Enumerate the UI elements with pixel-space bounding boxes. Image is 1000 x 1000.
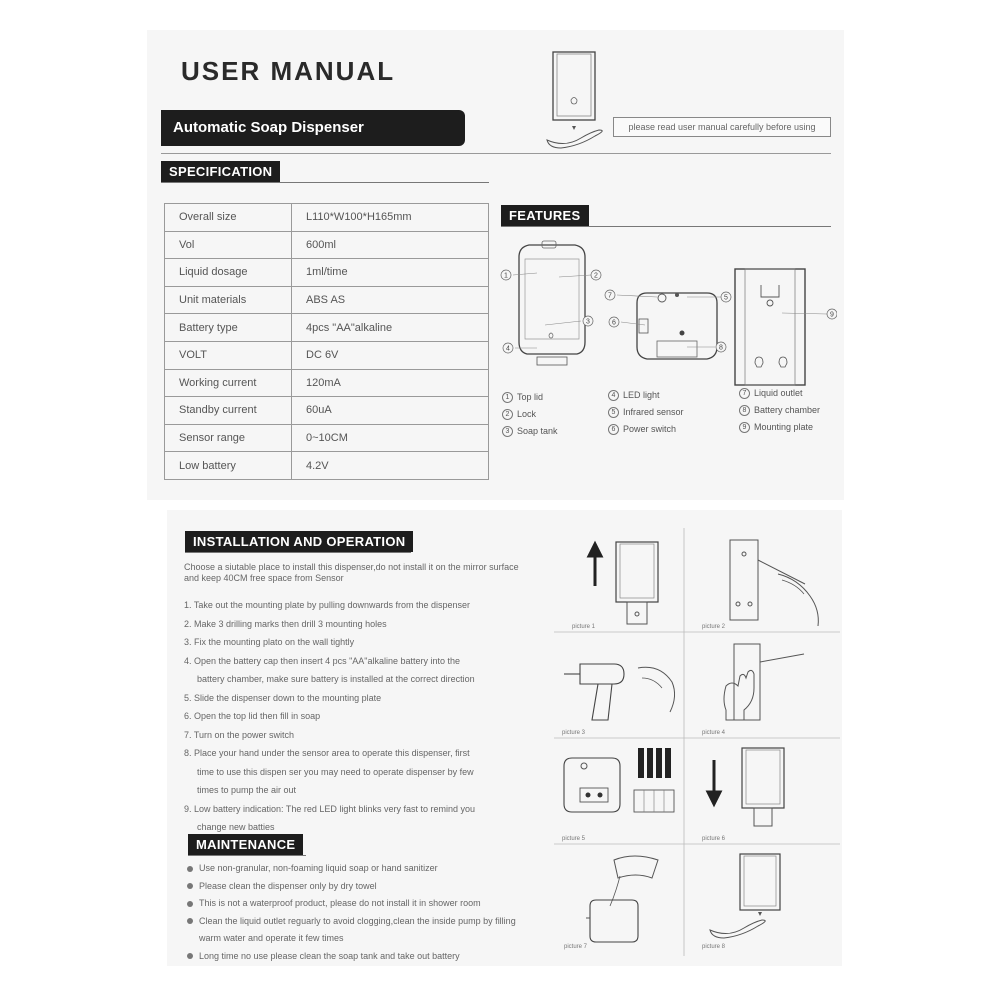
spec-value: DC 6V — [292, 341, 489, 369]
mounting-plate-view — [735, 269, 805, 385]
list-item: 6 Power switch — [608, 421, 684, 438]
installation-heading: INSTALLATION AND OPERATION — [185, 531, 413, 552]
table-row — [165, 369, 489, 397]
spec-label: VOLT — [165, 341, 292, 369]
list-item: 9. Low battery indication: The red LED light blinks very fast to remind you — [184, 803, 475, 814]
features-legend-col-1 — [502, 389, 558, 440]
spec-value: 4pcs "AA"alkaline — [292, 314, 489, 342]
features-heading: FEATURES — [501, 205, 589, 226]
spec-value: 1ml/time — [292, 259, 489, 287]
insert-battery-illustration — [560, 744, 685, 840]
manual-title: USER MANUAL — [181, 56, 396, 86]
list-item: 7. Turn on the power switch — [184, 729, 295, 740]
dispenser-front-view — [519, 241, 585, 365]
dispenser-bottom-view — [637, 293, 717, 359]
list-item: 6. Open the top lid then fill in soap — [184, 711, 321, 721]
list-item: 4. Open the battery cap then insert 4 pcs "AA"alkaline battery into the — [184, 655, 461, 666]
table-row — [165, 231, 489, 259]
drill-holes-illustration — [558, 638, 683, 734]
spec-label: Working current — [165, 369, 292, 397]
list-item-continuation: battery chamber, make sure battery is installed at the correct direction — [197, 674, 475, 684]
picture-caption: picture 8 — [702, 944, 726, 950]
table-row — [165, 204, 489, 232]
installation-steps — [184, 562, 524, 837]
specification-table — [164, 203, 489, 480]
list-item: 4 LED light — [608, 387, 684, 404]
divider — [161, 153, 831, 154]
divider — [161, 182, 489, 183]
table-row — [165, 424, 489, 452]
callout-number: 3 — [586, 318, 590, 326]
list-item-continuation: warm water and operate it few times — [199, 933, 344, 943]
remove-plate-illustration — [570, 534, 680, 630]
maintenance-list — [187, 860, 527, 965]
list-item: Clean the liquid outlet reguarly to avoid clogging,clean the inside pump by filling — [187, 913, 527, 931]
callout-number: 6 — [612, 319, 616, 327]
picture-caption: picture 4 — [702, 730, 726, 736]
divider — [188, 855, 306, 856]
picture-caption: picture 5 — [562, 836, 586, 842]
list-item-continuation: time to use this dispen ser you may need to operate dispenser by few — [197, 766, 474, 777]
table-row — [165, 452, 489, 480]
spec-sheet — [147, 30, 844, 500]
features-legend-col-3 — [739, 385, 820, 436]
divider — [185, 552, 411, 553]
divider — [501, 226, 831, 227]
use-dispenser-illustration — [700, 850, 830, 946]
list-item-continuation: change new batties — [197, 822, 275, 832]
spec-value: 120mA — [292, 369, 489, 397]
list-item: 1 Top lid — [502, 389, 558, 406]
installation-intro: Choose a siutable place to install this dispenser,do not install it on the mirror surface and keep 40CM free space from Sensor — [184, 562, 519, 583]
list-item: 3 Soap tank — [502, 423, 558, 440]
table-row — [165, 341, 489, 369]
list-item: 2 Lock — [502, 406, 558, 423]
table-row — [165, 397, 489, 425]
spec-label: Standby current — [165, 397, 292, 425]
read-manual-notice: please read user manual carefully before using — [613, 117, 831, 137]
callout-number: 8 — [719, 344, 723, 352]
dispenser-hand-illustration — [545, 48, 611, 154]
maintenance-heading: MAINTENANCE — [188, 834, 303, 855]
mark-wall-illustration — [700, 534, 830, 630]
list-item: 1. Take out the mounting plate by pulling downwards from the dispenser — [184, 600, 471, 610]
table-row — [165, 314, 489, 342]
spec-label: Sensor range — [165, 424, 292, 452]
table-row — [165, 286, 489, 314]
spec-value: 60uA — [292, 397, 489, 425]
product-name-banner: Automatic Soap Dispenser — [161, 110, 465, 146]
installation-sheet — [167, 510, 842, 966]
list-item: 8 Battery chamber — [739, 402, 820, 419]
features-legend-col-2 — [608, 387, 684, 438]
fill-soap-illustration — [562, 850, 682, 946]
list-item-continuation: times to pump the air out — [197, 785, 297, 795]
picture-caption: picture 3 — [562, 730, 586, 736]
picture-caption: picture 1 — [572, 624, 596, 630]
spec-label: Overall size — [165, 204, 292, 232]
spec-label: Unit materials — [165, 286, 292, 314]
callout-number: 2 — [594, 272, 598, 280]
picture-caption: picture 7 — [564, 944, 588, 950]
list-item: 2. Make 3 drilling marks then drill 3 mounting holes — [184, 618, 387, 629]
list-item: This is not a waterproof product, please do not install it in shower room — [187, 895, 527, 913]
picture-caption: picture 6 — [702, 836, 726, 842]
spec-value: 4.2V — [292, 452, 489, 480]
specification-heading: SPECIFICATION — [161, 161, 280, 182]
spec-label: Battery type — [165, 314, 292, 342]
list-item: 7 Liquid outlet — [739, 385, 820, 402]
table-row — [165, 259, 489, 287]
spec-value: ABS AS — [292, 286, 489, 314]
features-diagram — [497, 235, 837, 390]
list-item: Use non-granular, non-foaming liquid soap or hand sanitizer — [187, 860, 527, 878]
list-item: 5. Slide the dispenser down to the mounting plate — [184, 692, 382, 703]
callout-number: 4 — [506, 345, 510, 353]
installation-pictures — [550, 520, 842, 960]
list-item: Please clean the dispenser only by dry towel — [187, 878, 527, 896]
list-item: 8. Place your hand under the sensor area to operate this dispenser, first — [184, 748, 470, 758]
spec-label: Liquid dosage — [165, 259, 292, 287]
list-item: 5 Infrared sensor — [608, 404, 684, 421]
fix-plate-illustration — [700, 638, 830, 734]
callout-number: 7 — [608, 292, 612, 300]
list-item: 3. Fix the mounting plato on the wall tightly — [184, 637, 355, 647]
picture-caption: picture 2 — [702, 624, 726, 630]
list-item: 9 Mounting plate — [739, 419, 820, 436]
spec-value: 600ml — [292, 231, 489, 259]
spec-value: L110*W100*H165mm — [292, 204, 489, 232]
callout-number: 9 — [830, 311, 834, 319]
spec-label: Vol — [165, 231, 292, 259]
list-item: Long time no use please clean the soap tank and take out battery — [187, 948, 527, 966]
spec-label: Low battery — [165, 452, 292, 480]
callout-number: 5 — [724, 294, 728, 302]
spec-value: 0~10CM — [292, 424, 489, 452]
slide-dispenser-illustration — [700, 744, 830, 840]
callout-number: 1 — [504, 272, 508, 280]
